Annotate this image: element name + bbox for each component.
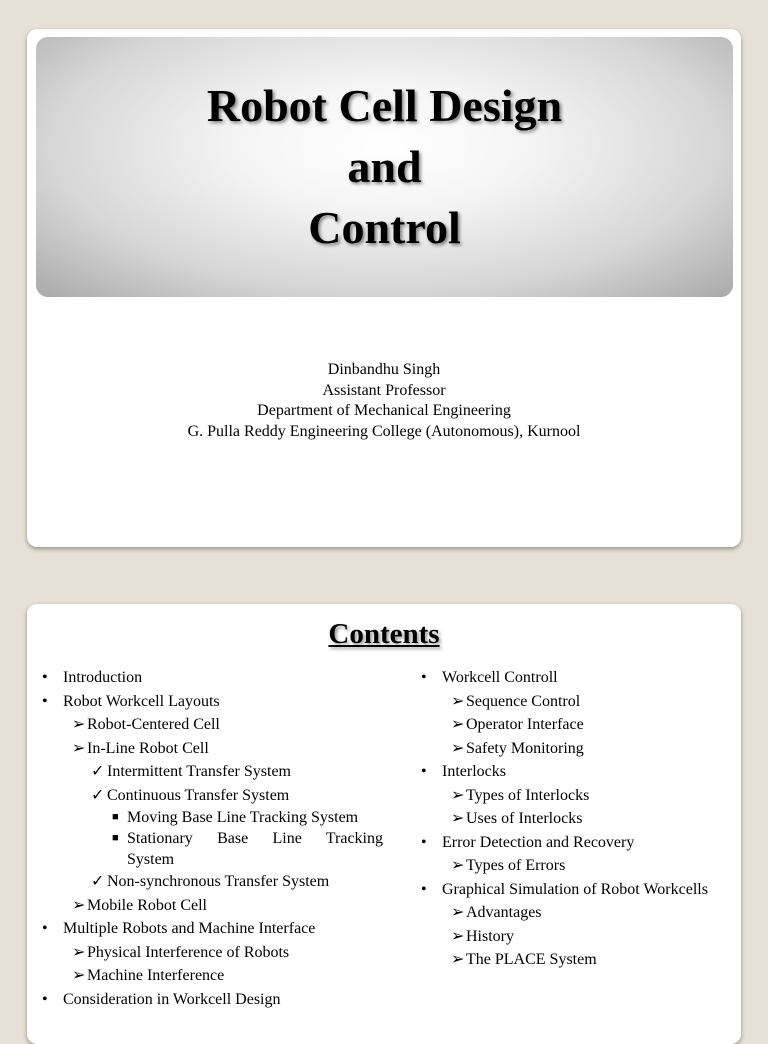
contents-item: [418, 831, 738, 855]
title-line-3: Control: [308, 202, 461, 253]
arrow-marker: ➢: [72, 943, 86, 961]
bullet-marker: •: [421, 669, 427, 686]
contents-item-text-continued: System: [127, 851, 175, 868]
arrow-marker: ➢: [451, 786, 465, 804]
arrow-marker: ➢: [72, 716, 86, 733]
contents-item: [39, 807, 384, 828]
arrow-marker: ➢: [451, 857, 465, 874]
author-college: G. Pulla Reddy Engineering College (Autonomous), Kurnool: [187, 422, 581, 440]
author-block: [27, 360, 741, 442]
bullet-marker: •: [421, 880, 427, 898]
check-marker: ✓: [91, 786, 105, 804]
square-marker: ■: [112, 811, 119, 823]
contents-item-text: Multiple Robots and Machine Interface: [63, 920, 316, 937]
author-name: Dinbandhu Singh: [327, 361, 441, 378]
contents-item-text: Robot-Centered Cell: [87, 716, 220, 733]
contents-item: [39, 894, 384, 918]
contents-item: [39, 760, 384, 784]
contents-item: [39, 690, 384, 714]
contents-item: [418, 948, 738, 972]
contents-item: [39, 964, 384, 988]
arrow-marker: ➢: [72, 896, 86, 914]
contents-item: [39, 666, 384, 690]
bullet-marker: •: [421, 763, 427, 780]
bullet-marker: •: [42, 990, 48, 1008]
contents-left-column: [39, 666, 384, 1011]
contents-item-text: Types of Interlocks: [466, 786, 590, 804]
arrow-marker: ➢: [451, 716, 465, 733]
contents-item-text: History: [466, 927, 514, 945]
arrow-marker: ➢: [451, 951, 465, 968]
contents-item-text: Workcell Controll: [442, 669, 558, 686]
contents-item-text: Interlocks: [442, 763, 506, 780]
bullet-marker: •: [42, 920, 48, 937]
contents-item-text: The PLACE System: [466, 951, 597, 968]
bullet-marker: •: [42, 669, 48, 686]
title-line-2: and: [347, 141, 422, 192]
title-banner: [36, 37, 733, 297]
contents-item-text: Mobile Robot Cell: [87, 896, 207, 914]
contents-item: [418, 760, 738, 784]
contents-item: [39, 828, 383, 870]
contents-item: [418, 901, 738, 925]
contents-item-text: Robot Workcell Layouts: [63, 692, 220, 710]
contents-item-text: Graphical Simulation of Robot Workcells: [442, 880, 708, 898]
contents-item: [39, 870, 384, 894]
contents-item-text: Continuous Transfer System: [107, 786, 290, 804]
contents-item-text: Stationary Base Line Tracking: [127, 830, 383, 847]
contents-item: [39, 713, 384, 737]
bullet-marker: •: [42, 692, 48, 710]
contents-item-text: Types of Errors: [466, 857, 566, 874]
contents-item: [418, 878, 738, 902]
title-slide: [27, 29, 741, 547]
contents-item-text: Safety Monitoring: [466, 739, 584, 757]
contents-slide: [27, 604, 741, 1044]
contents-item-text: Consideration in Workcell Design: [63, 990, 281, 1008]
arrow-marker: ➢: [451, 927, 465, 945]
arrow-marker: ➢: [72, 967, 86, 984]
contents-item: [39, 917, 384, 941]
contents-item: [418, 925, 738, 949]
contents-item-text: Error Detection and Recovery: [442, 833, 635, 851]
arrow-marker: ➢: [451, 810, 465, 827]
square-marker: ■: [112, 832, 119, 844]
arrow-marker: ➢: [451, 692, 465, 710]
author-department: Department of Mechanical Engineering: [257, 402, 511, 419]
author-designation: Assistant Professor: [322, 381, 446, 399]
contents-item: [418, 666, 738, 690]
contents-item-text: Intermittent Transfer System: [107, 763, 291, 780]
title-line-1: Robot Cell Design: [206, 80, 563, 131]
contents-item-text: Machine Interference: [87, 967, 225, 984]
contents-item: [418, 784, 738, 808]
contents-item-text: Moving Base Line Tracking System: [127, 809, 359, 826]
contents-item-text: Introduction: [63, 669, 143, 686]
check-marker: ✓: [91, 873, 105, 890]
contents-item: [39, 988, 384, 1012]
contents-item-text: Advantages: [466, 904, 542, 921]
contents-item-text: Uses of Interlocks: [466, 810, 583, 827]
contents-item: [39, 784, 384, 808]
arrow-marker: ➢: [72, 739, 86, 757]
slide-title: [36, 75, 733, 258]
contents-item: [39, 737, 384, 761]
arrow-marker: ➢: [451, 739, 465, 757]
contents-item-text: In-Line Robot Cell: [87, 739, 209, 757]
arrow-marker: ➢: [451, 904, 465, 921]
contents-item-text: Non-synchronous Transfer System: [107, 873, 330, 890]
contents-item: [418, 690, 738, 714]
contents-item-text: Sequence Control: [466, 692, 581, 710]
contents-item-text: Physical Interference of Robots: [87, 943, 290, 961]
contents-title: Contents: [328, 618, 440, 650]
contents-item: [418, 854, 738, 878]
contents-item: [418, 737, 738, 761]
contents-right-column: [418, 666, 738, 972]
bullet-marker: •: [421, 833, 427, 851]
contents-item: [39, 941, 384, 965]
contents-item: [418, 713, 738, 737]
contents-item-text: Operator Interface: [466, 716, 584, 733]
contents-item: [418, 807, 738, 831]
check-marker: ✓: [91, 763, 105, 780]
